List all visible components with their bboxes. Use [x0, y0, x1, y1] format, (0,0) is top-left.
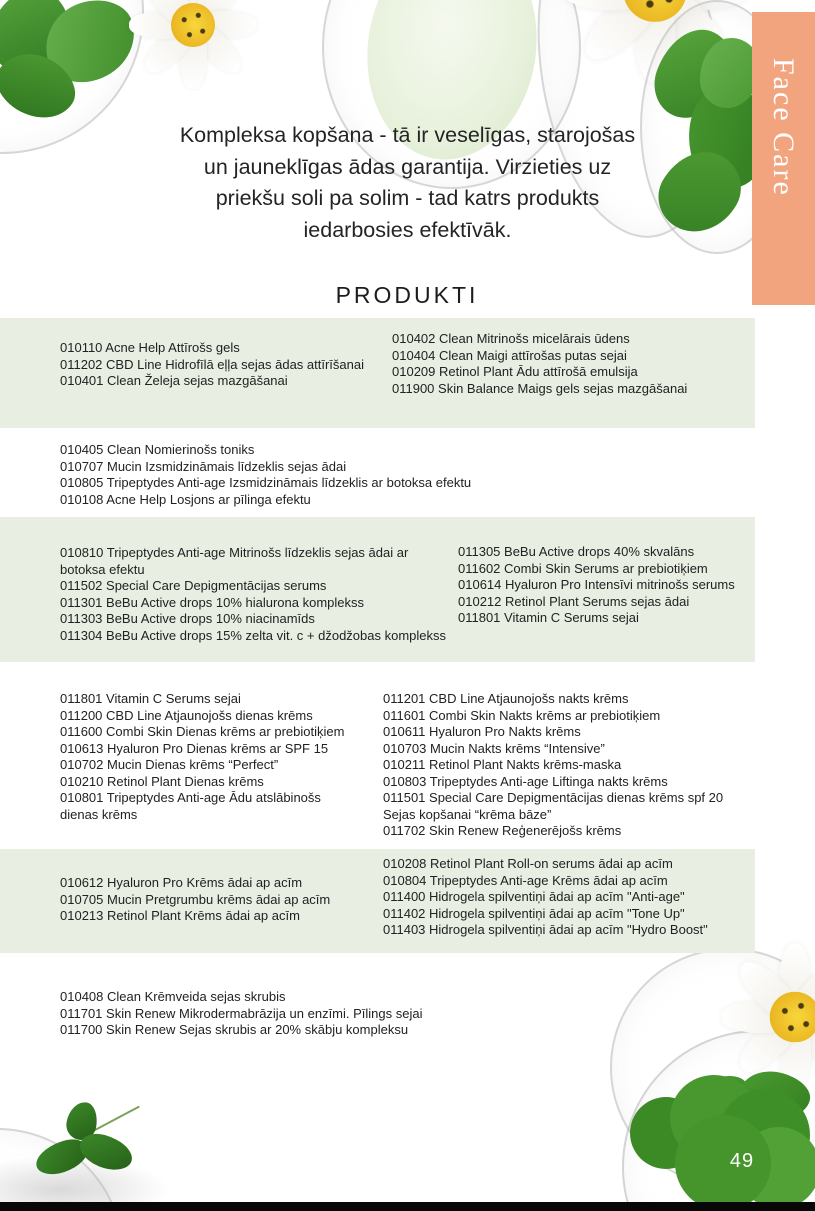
- product-item: 011304 BeBu Active drops 15% zelta vit. c + džodžobas komplekss: [60, 627, 447, 643]
- product-item: 011600 Combi Skin Dienas krēms ar prebiotiķiem: [60, 724, 345, 739]
- product-column: [60, 318, 390, 390]
- product-group-eye-care: [0, 849, 755, 953]
- product-item: 010404 Clean Maigi attīrošas putas sejai: [392, 347, 627, 363]
- product-item: 010703 Mucin Nakts krēms “Intensive”: [383, 740, 605, 756]
- product-item: 011201 CBD Line Atjaunojošs nakts krēms: [383, 691, 629, 706]
- product-item: 011502 Special Care Depigmentācijas serums: [60, 578, 327, 593]
- product-group-cleansing: [0, 318, 755, 428]
- product-column: [458, 517, 748, 627]
- product-item: 010613 Hyaluron Pro Dienas krēms ar SPF 15: [60, 740, 329, 756]
- intro-line: un jauneklīgas ādas garantija. Virzieties uz: [203, 154, 612, 179]
- product-item: 010402 Clean Mitrinošs micelārais ūdens: [392, 331, 630, 346]
- product-group-creams: [0, 685, 755, 841]
- intro-line: iedarbosies efektīvāk.: [303, 217, 512, 242]
- intro-line: Kompleksa kopšana - tā ir veselīgas, starojošas: [179, 123, 636, 147]
- leaflet-icon: [76, 1129, 137, 1175]
- product-item: 011701 Skin Renew Mikrodermabrāzija un enzīmi. Pīlings sejai: [60, 1005, 423, 1021]
- product-column: [60, 438, 720, 508]
- product-item: 010611 Hyaluron Pro Nakts krēms: [383, 724, 581, 739]
- product-item: 010408 Clean Krēmveida sejas skrubis: [60, 989, 286, 1004]
- product-item: 011403 Hidrogela spilventiņi ādai ap acīm "Hydro Boost": [383, 922, 708, 937]
- product-item: 011602 Combi Skin Serums ar prebiotiķiem: [458, 560, 708, 576]
- product-item: 010614 Hyaluron Pro Intensīvi mitrinošs serums: [458, 577, 735, 592]
- product-column: [60, 849, 345, 925]
- product-group-scrubs: [0, 986, 755, 1042]
- product-column: [60, 986, 720, 1039]
- product-item: 011301 BeBu Active drops 10% hialurona komplekss: [60, 594, 365, 610]
- product-item: 010108 Acne Help Losjons ar pīlinga efektu: [60, 491, 311, 507]
- geranium-leaf-icon: [620, 1075, 815, 1205]
- product-item: 011200 CBD Line Atjaunojošs dienas krēms: [60, 707, 313, 723]
- product-item: 010401 Clean Želeja sejas mazgāšanai: [60, 373, 288, 388]
- product-item: 011801 Vitamin C Serums sejai: [458, 610, 639, 625]
- product-item: 010803 Tripeptydes Anti-age Liftinga nakts krēms: [383, 773, 668, 789]
- produkti-heading: PRODUKTI: [335, 282, 479, 308]
- product-item: 011202 CBD Line Hidrofīlā eļļa sejas ādas attīrīšanai: [60, 356, 364, 372]
- product-column: [392, 318, 742, 397]
- product-item: 010405 Clean Nomierinošs toniks: [60, 442, 255, 457]
- page-number: 49: [729, 1150, 755, 1172]
- product-item: 011700 Skin Renew Sejas skrubis ar 20% skābju kompleksu: [60, 1022, 409, 1037]
- face-care-tab-label: Face Care: [767, 58, 800, 197]
- product-item: 010212 Retinol Plant Serums sejas ādai: [458, 593, 690, 609]
- intro-line: priekšu soli pa solim - tad katrs produkts: [215, 186, 600, 210]
- product-item: 011900 Skin Balance Maigs gels sejas mazgāšanai: [392, 380, 688, 396]
- product-item: 011702 Skin Renew Reģenerējošs krēms: [383, 823, 622, 838]
- flower-center-icon: [770, 992, 815, 1043]
- product-item: 010705 Mucin Pretgrumbu krēms ādai ap acīm: [60, 891, 331, 907]
- product-column: [60, 517, 452, 644]
- product-item: 010804 Tripeptydes Anti-age Krēms ādai ap acīm: [383, 872, 668, 888]
- product-item: 010213 Retinol Plant Krēms ādai ap acīm: [60, 908, 300, 923]
- product-group-toners: [0, 438, 755, 512]
- face-care-tab[interactable]: [752, 12, 815, 305]
- product-item: 010707 Mucin Izsmidzināmais līdzeklis sejas ādai: [60, 458, 347, 474]
- product-item: 011303 BeBu Active drops 10% niacinamīds: [60, 611, 315, 626]
- product-column: [383, 849, 743, 939]
- product-item: 010211 Retinol Plant Nakts krēms-maska: [383, 757, 622, 772]
- product-group-serums: [0, 517, 755, 662]
- product-item: 011305 BeBu Active drops 40% skvalāns: [458, 544, 695, 559]
- intro-text: [80, 120, 735, 246]
- product-item: 010110 Acne Help Attīrošs gels: [60, 340, 240, 355]
- product-item: 011601 Combi Skin Nakts krēms ar prebiotiķiem: [383, 707, 661, 723]
- product-item: 010208 Retinol Plant Roll-on serums ādai ap acīm: [383, 856, 673, 871]
- product-column: [60, 685, 355, 823]
- product-item: 010805 Tripeptydes Anti-age Izsmidzināmais līdzeklis ar botoksa efektu: [60, 475, 472, 490]
- product-item: 010801 Tripeptydes Anti-age Ādu atslābinošs dienas krēms: [60, 790, 321, 822]
- flower-center-icon: [171, 3, 215, 47]
- product-item: 011402 Hidrogela spilventiņi ādai ap acīm "Tone Up": [383, 905, 685, 921]
- bottom-bar: [0, 1202, 815, 1211]
- product-item: 011801 Vitamin C Serums sejai: [60, 691, 241, 706]
- product-item: 011501 Special Care Depigmentācijas dienas krēms spf 20 Sejas kopšanai “krēma bāze”: [383, 790, 724, 822]
- product-item: 010612 Hyaluron Pro Krēms ādai ap acīm: [60, 875, 303, 890]
- product-item: 010810 Tripeptydes Anti-age Mitrinošs līdzeklis sejas ādai ar botoksa efektu: [60, 545, 409, 577]
- product-item: 010210 Retinol Plant Dienas krēms: [60, 773, 264, 789]
- product-item: 010702 Mucin Dienas krēms “Perfect”: [60, 757, 279, 772]
- clover-leaf-icon: [35, 1100, 150, 1185]
- product-column: [383, 685, 755, 840]
- product-item: 010209 Retinol Plant Ādu attīrošā emulsija: [392, 364, 638, 379]
- flower-icon: [118, 0, 268, 100]
- product-item: 011400 Hidrogela spilventiņi ādai ap acīm "Anti-age": [383, 889, 685, 904]
